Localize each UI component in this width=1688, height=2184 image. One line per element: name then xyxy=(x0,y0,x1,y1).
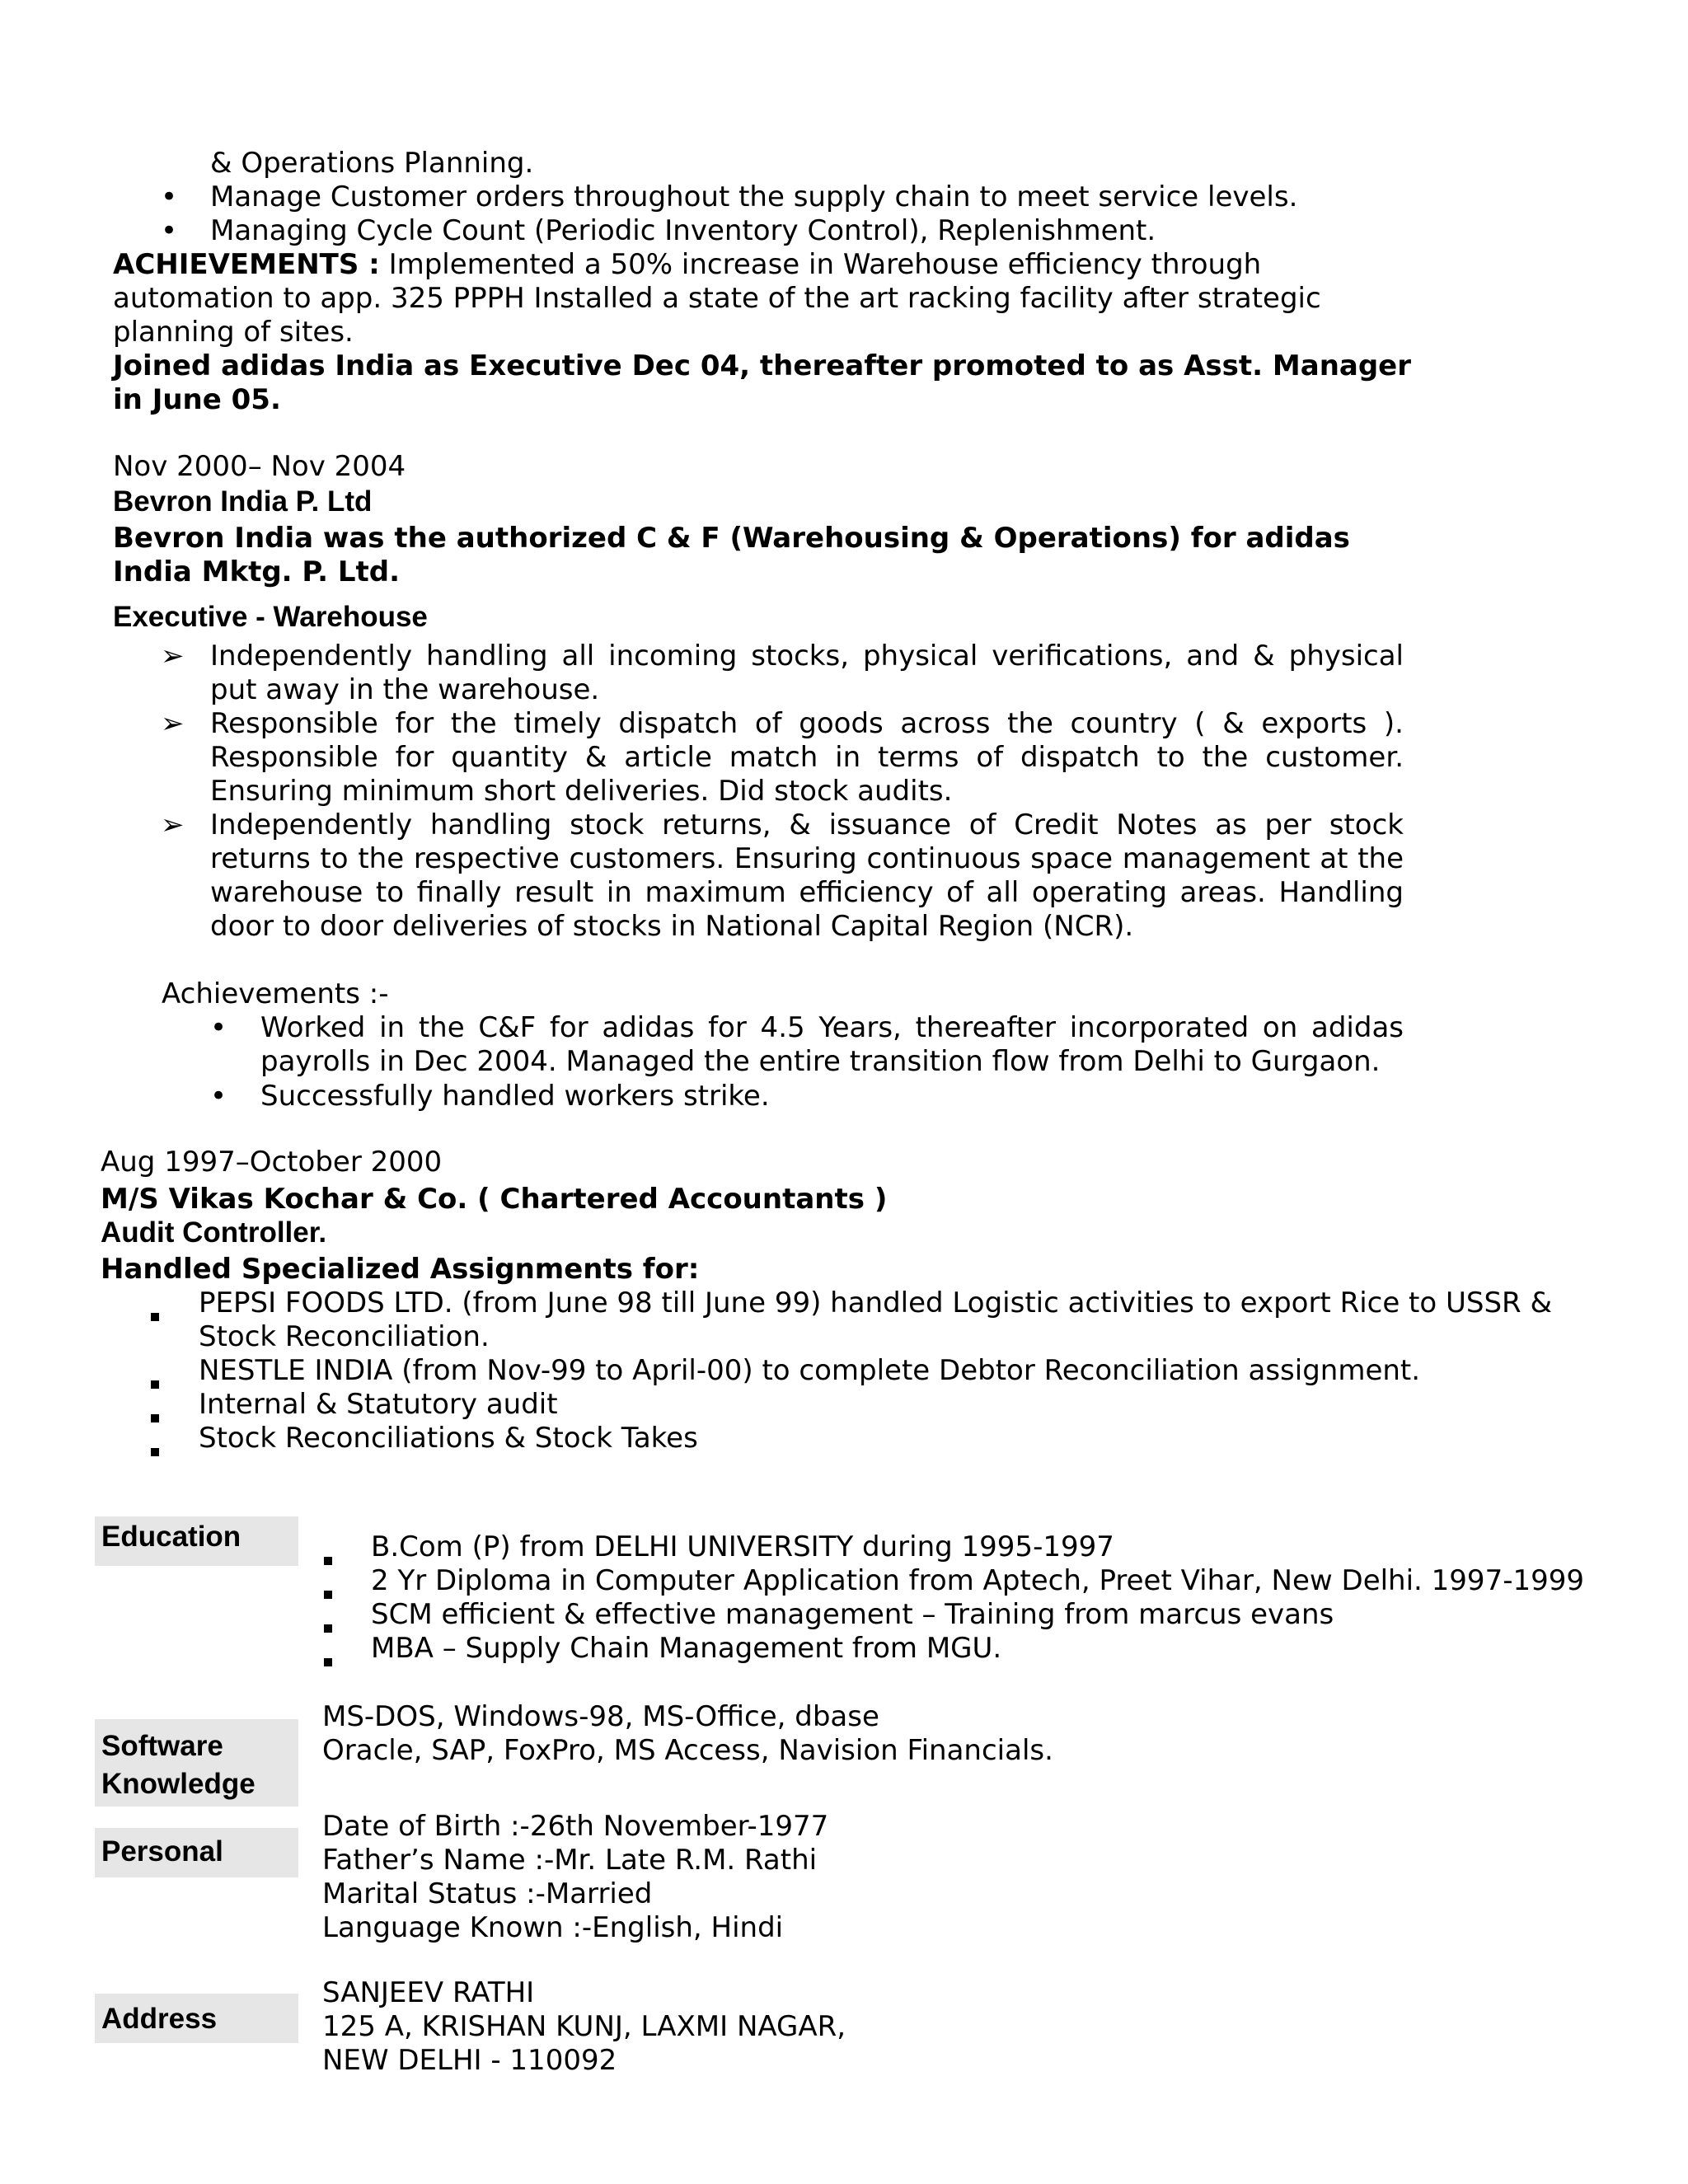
address-line: 125 A, KRISHAN KUNJ, LAXMI NAGAR, xyxy=(322,2010,846,2043)
company-name: M/S Vikas Kochar & Co. ( Chartered Accountants ) xyxy=(101,1183,888,1216)
section-label-address: Address xyxy=(95,1994,298,2043)
job-dates: Nov 2000– Nov 2004 xyxy=(113,450,406,483)
list-item-text: Manage Customer orders throughout the supply chain to meet service levels. xyxy=(210,180,1298,213)
software-line: Oracle, SAP, FoxPro, MS Access, Navision Financials. xyxy=(322,1734,1053,1767)
address-line: SANJEEV RATHI xyxy=(322,1976,535,2009)
section-label-software-knowledge xyxy=(95,1719,298,1807)
list-item-text: Responsible for the timely dispatch of goods across the country ( & exports ). Responsible for quantity & article match in terms of dispatch to the customer. Ensuring minimum short deliveries. Did stock audits. xyxy=(210,707,1404,808)
square-bullet-icon xyxy=(151,1414,159,1422)
achievements-text: Implemented a 50% increase in Warehouse efficiency through xyxy=(379,248,1262,281)
section-label-line: Software xyxy=(101,1730,223,1762)
bullet-dot-icon: • xyxy=(161,180,178,213)
list-item-text: MBA – Supply Chain Management from MGU. xyxy=(371,1632,1002,1665)
list-item xyxy=(151,1397,159,1431)
section-label-education: Education xyxy=(95,1516,298,1566)
achievements-label: ACHIEVEMENTS : xyxy=(113,248,380,281)
joined-note: in June 05. xyxy=(113,383,281,416)
company-description: Bevron India was the authorized C & F (Warehousing & Operations) for adidas xyxy=(113,522,1350,555)
list-item xyxy=(151,1296,159,1329)
company-name: Bevron India P. Ltd xyxy=(113,485,373,518)
arrow-bullet-icon: ➢ xyxy=(161,808,185,841)
square-bullet-icon xyxy=(151,1380,159,1389)
list-item-text: PEPSI FOODS LTD. (from June 98 till June 99) handled Logistic activities to export Rice to USSR & xyxy=(199,1286,1552,1319)
list-item xyxy=(324,1540,332,1573)
personal-line: Language Known :-English, Hindi xyxy=(322,1911,784,1944)
list-item-text: Worked in the C&F for adidas for 4.5 Years, thereafter incorporated on adidas payrolls in Dec 2004. Managed the entire transition flow from Delhi to Gurgaon. xyxy=(260,1011,1404,1078)
list-item-text: 2 Yr Diploma in Computer Application from Aptech, Preet Vihar, New Delhi. 1997-1999 xyxy=(371,1564,1584,1597)
software-line: MS-DOS, Windows-98, MS-Office, dbase xyxy=(322,1700,879,1733)
list-item xyxy=(324,1607,332,1641)
job-role: Executive - Warehouse xyxy=(113,601,428,633)
list-item xyxy=(324,1641,332,1675)
job-dates: Aug 1997–October 2000 xyxy=(101,1146,443,1179)
square-bullet-icon xyxy=(324,1658,332,1666)
square-bullet-icon xyxy=(151,1448,159,1456)
bullet-dot-icon: • xyxy=(210,1011,227,1044)
list-item xyxy=(151,1431,159,1465)
list-item-text: Managing Cycle Count (Periodic Inventory Control), Replenishment. xyxy=(210,214,1156,247)
list-item-text: Stock Reconciliations & Stock Takes xyxy=(199,1422,698,1455)
arrow-bullet-icon: ➢ xyxy=(161,640,185,673)
list-item-text: B.Com (P) from DELHI UNIVERSITY during 1995-1997 xyxy=(371,1530,1114,1563)
continuation-line: & Operations Planning. xyxy=(210,147,534,180)
list-item-text: Independently handling all incoming stocks, physical verifications, and & physical put away in the warehouse. xyxy=(210,640,1404,706)
address-line: NEW DELHI - 110092 xyxy=(322,2044,617,2077)
achievements-text: automation to app. 325 PPPH Installed a state of the art racking facility after strategic xyxy=(113,282,1321,315)
list-item-text: SCM efficient & effective management – Training from marcus evans xyxy=(371,1598,1334,1631)
square-bullet-icon xyxy=(324,1591,332,1599)
list-item-text: Stock Reconciliation. xyxy=(199,1320,490,1353)
bullet-dot-icon: • xyxy=(210,1080,227,1113)
list-item-text: Independently handling stock returns, & issuance of Credit Notes as per stock returns to the respective customers. Ensuring continuous space management at the warehouse to finally result in maximum efficiency of all operating areas. Handling door to door deliveries of stocks in National Capital Region (NCR). xyxy=(210,808,1404,943)
assignments-heading: Handled Specialized Assignments for: xyxy=(101,1253,700,1286)
square-bullet-icon xyxy=(151,1313,159,1321)
personal-line: Father’s Name :-Mr. Late R.M. Rathi xyxy=(322,1844,818,1877)
achievements-text: planning of sites. xyxy=(113,316,354,349)
list-item-text: NESTLE INDIA (from Nov-99 to April-00) to complete Debtor Reconciliation assignment. xyxy=(199,1354,1421,1387)
company-description: India Mktg. P. Ltd. xyxy=(113,555,401,588)
achievements-heading: Achievements :- xyxy=(162,977,389,1010)
joined-note: Joined adidas India as Executive Dec 04, thereafter promoted to as Asst. Manager xyxy=(113,349,1412,382)
personal-line: Date of Birth :-26th November-1977 xyxy=(322,1810,829,1843)
list-item xyxy=(324,1573,332,1607)
arrow-bullet-icon: ➢ xyxy=(161,707,185,740)
personal-line: Marital Status :-Married xyxy=(322,1877,653,1910)
section-label-line: Knowledge xyxy=(101,1768,256,1800)
square-bullet-icon xyxy=(324,1624,332,1633)
section-label-personal: Personal xyxy=(95,1828,298,1877)
square-bullet-icon xyxy=(324,1557,332,1565)
list-item-text: Internal & Statutory audit xyxy=(199,1388,558,1421)
list-item-text: Successfully handled workers strike. xyxy=(260,1080,770,1113)
bullet-dot-icon: • xyxy=(161,214,178,247)
job-role: Audit Controller. xyxy=(101,1216,327,1249)
list-item xyxy=(151,1363,159,1397)
achievements-block xyxy=(113,248,1261,282)
